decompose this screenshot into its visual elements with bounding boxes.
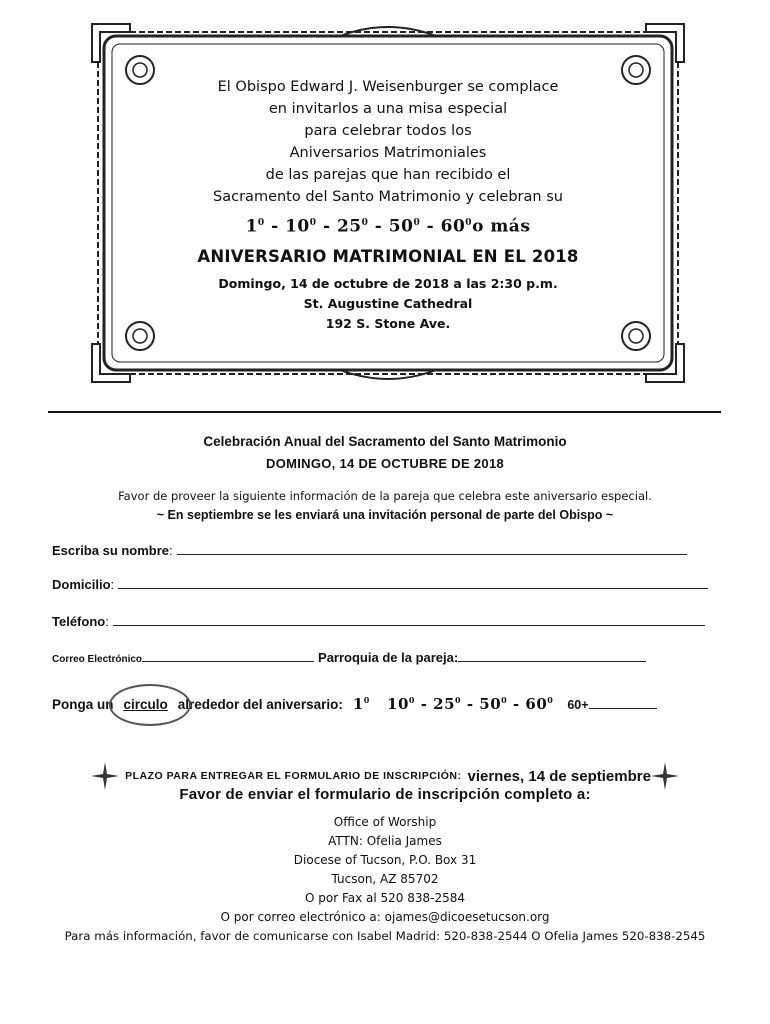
colon: : bbox=[110, 577, 115, 592]
option-number: 1 bbox=[352, 695, 364, 713]
form-instruction: Favor de proveer la siguiente información de la pareja que celebra este aniversario especial. bbox=[118, 489, 652, 503]
contact-line: ATTN: Ofelia James bbox=[328, 834, 442, 848]
option-1[interactable] bbox=[353, 695, 370, 713]
name-line[interactable] bbox=[177, 542, 687, 555]
invite-line: Sacramento del Santo Matrimonio y celebran su bbox=[213, 189, 563, 205]
form-title: Celebración Anual del Sacramento del Santo Matrimonio bbox=[203, 434, 567, 449]
option-degree: 0 bbox=[547, 695, 554, 705]
option-25[interactable] bbox=[433, 695, 461, 713]
form-notice: ~ En septiembre se les enviará una invitación personal de parte del Obispo ~ bbox=[156, 508, 614, 522]
parish-line[interactable] bbox=[458, 649, 646, 662]
invite-line: de las parejas que han recibido el bbox=[265, 167, 511, 183]
name-field bbox=[52, 542, 687, 558]
contact-line: Office of Worship bbox=[333, 815, 437, 829]
circle-anniversary-row bbox=[52, 695, 657, 713]
year-degree: 0 bbox=[257, 218, 265, 228]
year-degree: 0 bbox=[465, 218, 473, 228]
deadline-date: viernes, 14 de septiembre bbox=[467, 767, 651, 785]
year-number: 1 bbox=[245, 216, 258, 237]
address-label: Domicilio bbox=[52, 577, 111, 592]
option-degree: 0 bbox=[501, 695, 508, 705]
year-degree: 0 bbox=[309, 218, 317, 228]
circle-suffix: alrededor del aniversario: bbox=[177, 697, 343, 712]
option-number: 10 bbox=[387, 695, 409, 713]
option-60-plus: 60+ bbox=[567, 698, 589, 712]
address-field bbox=[52, 576, 708, 592]
contact-line: Diocese of Tucson, P.O. Box 31 bbox=[293, 853, 477, 867]
option-10[interactable] bbox=[387, 695, 415, 713]
parish-label: Parroquia de la pareja: bbox=[318, 650, 459, 665]
email-parish-field bbox=[52, 649, 646, 665]
option-60[interactable] bbox=[525, 695, 553, 713]
deadline-label: PLAZO PARA ENTREGAR EL FORMULARIO DE INSCRIPCIÓN: bbox=[125, 770, 462, 782]
name-label: Escriba su nombre bbox=[52, 543, 170, 558]
option-number: 60 bbox=[525, 695, 548, 713]
year-number: 60 bbox=[440, 216, 466, 237]
option-number: 50 bbox=[479, 695, 502, 713]
invite-line: El Obispo Edward J. Weisenburger se complace bbox=[217, 79, 559, 95]
option-degree: 0 bbox=[455, 695, 462, 705]
invite-line: Aniversarios Matrimoniales bbox=[289, 145, 487, 161]
circle-prefix: Ponga un bbox=[52, 697, 114, 712]
email-label: Correo Electrónico bbox=[52, 654, 143, 665]
invitation-text bbox=[90, 76, 686, 334]
option-50[interactable] bbox=[479, 695, 507, 713]
event-address: 192 S. Stone Ave. bbox=[325, 315, 451, 331]
phone-field bbox=[52, 613, 705, 629]
anniversary-options: $1^0$ $10^0 - 25^0 - 50^0 - 60^0$ bbox=[352, 695, 554, 713]
event-date-time: Domingo, 14 de octubre de 2018 a las 2:30 p.m. bbox=[218, 275, 558, 291]
circle-word: circulo bbox=[123, 697, 168, 712]
option-degree: 0 bbox=[363, 695, 370, 705]
form-date: DOMINGO, 14 DE OCTUBRE DE 2018 bbox=[266, 456, 504, 471]
year-number: 50 bbox=[388, 216, 414, 237]
contact-email: O por correo electrónico a: ojames@dicoesetucson.org bbox=[220, 910, 550, 924]
invite-line: en invitarlos a una misa especial bbox=[268, 101, 508, 117]
email-line[interactable] bbox=[142, 649, 314, 662]
invite-line: para celebrar todos los bbox=[304, 123, 472, 139]
year-degree: 0 bbox=[413, 218, 421, 228]
phone-line[interactable] bbox=[113, 613, 705, 626]
contact-line: O por Fax al 520 838-2584 bbox=[304, 891, 466, 905]
years-suffix: o más bbox=[472, 216, 531, 237]
section-divider bbox=[48, 411, 721, 413]
circle-word-wrap bbox=[116, 697, 176, 712]
anniversary-heading: ANIVERSARIO MATRIMONIAL EN EL 2018 bbox=[197, 246, 579, 266]
colon: : bbox=[105, 614, 109, 629]
send-heading: Favor de enviar el formulario de inscripción completo a: bbox=[179, 786, 591, 803]
year-number: 25 bbox=[336, 216, 362, 237]
event-place: St. Augustine Cathedral bbox=[303, 295, 473, 311]
option-number: 25 bbox=[433, 695, 456, 713]
contact-line: Tucson, AZ 85702 bbox=[331, 872, 439, 886]
oval-icon bbox=[109, 684, 191, 726]
option-degree: 0 bbox=[408, 695, 415, 705]
address-line[interactable] bbox=[118, 576, 708, 589]
year-degree: 0 bbox=[361, 218, 369, 228]
anniversary-years: $1^0 - 10^0 - 25^0 - 50^0 - 60^0o$ más bbox=[245, 216, 531, 237]
year-number: 10 bbox=[285, 216, 310, 237]
option-other-line[interactable] bbox=[589, 696, 657, 709]
contact-block bbox=[0, 813, 770, 946]
colon: : bbox=[169, 543, 173, 558]
phone-label: Teléfono bbox=[52, 614, 106, 629]
contact-info: Para más información, favor de comunicarse con Isabel Madrid: 520-838-2544 O Ofelia James 520-838-2545 bbox=[64, 929, 706, 943]
